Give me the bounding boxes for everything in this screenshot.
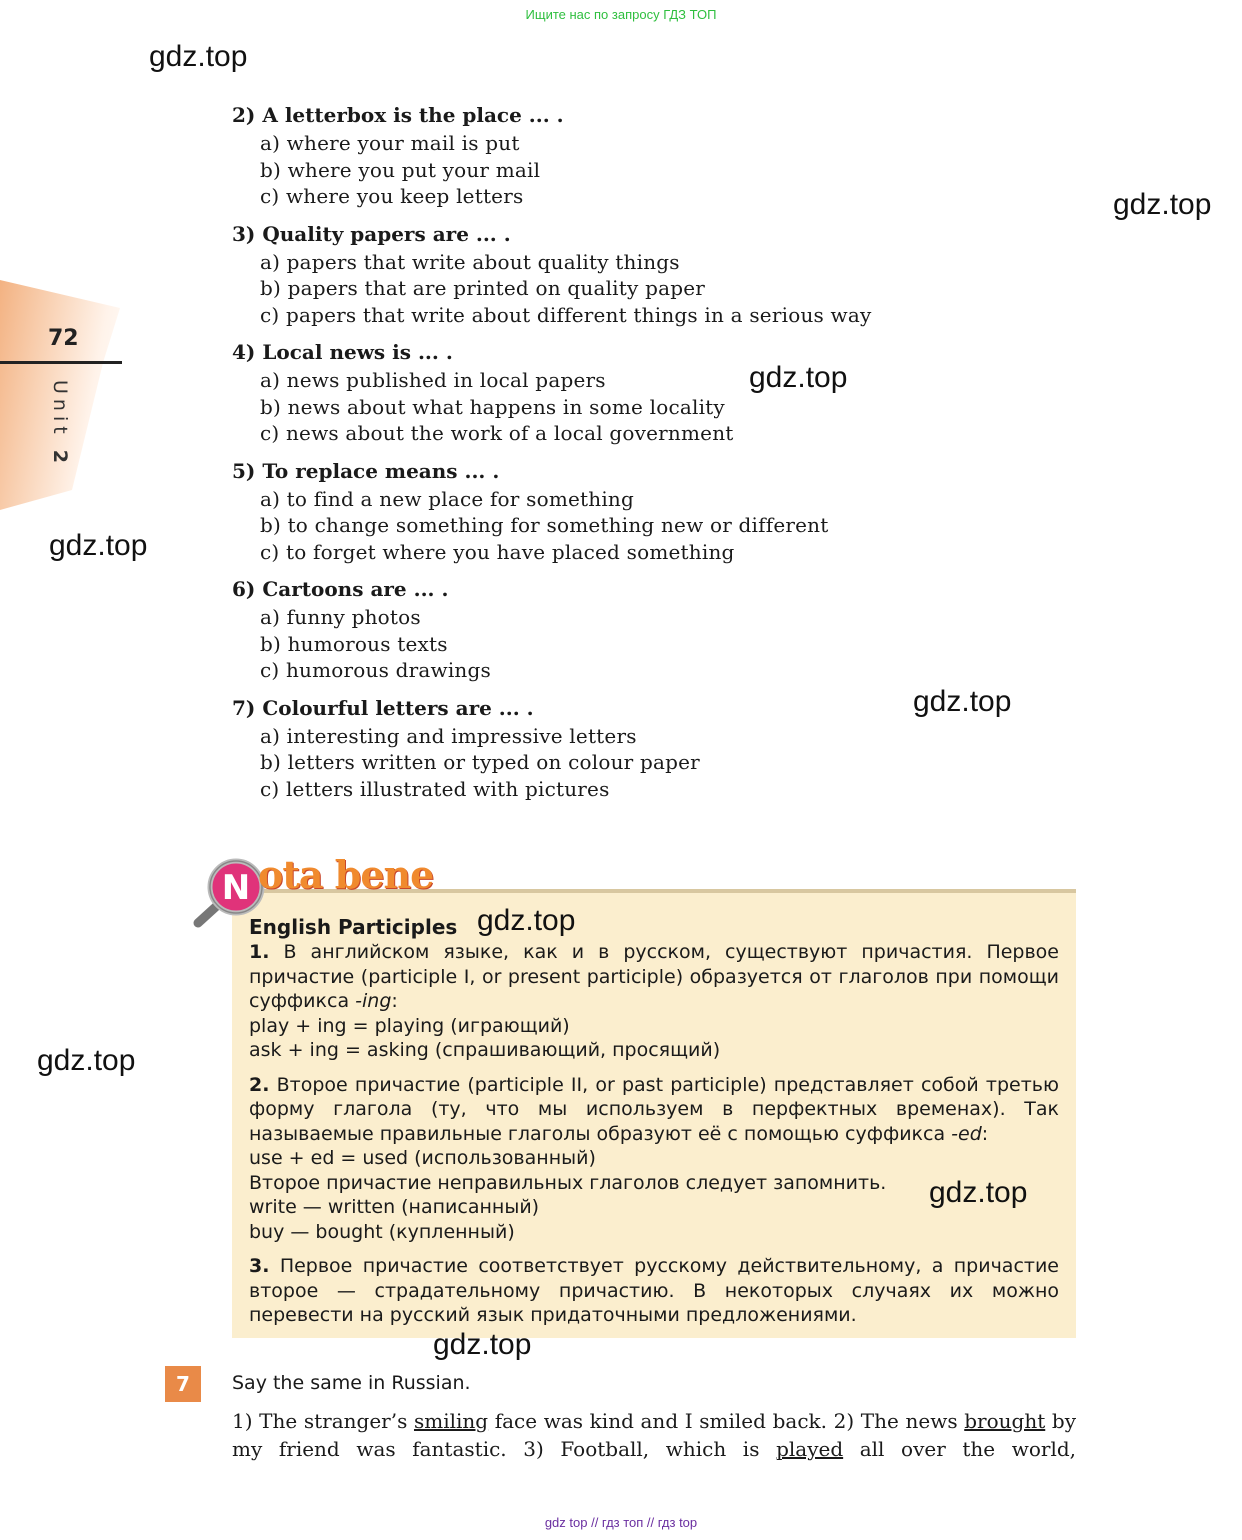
- watermark: gdz.top: [49, 529, 148, 562]
- rule-text: В английском языке, как и в русском, существуют причастия. Первое причастие (participle I, or present participle) образуется от глаголов при помощи суффикса: [249, 941, 1059, 1012]
- example-line: write — written (написанный): [249, 1196, 540, 1218]
- question-option: c) humorous drawings: [260, 658, 491, 682]
- question: [232, 693, 932, 803]
- example-line: ask + ing = asking (спрашивающий, просящий): [249, 1039, 721, 1061]
- question-title: 7) Colourful letters are ... .: [232, 695, 534, 720]
- watermark: gdz.top: [149, 40, 248, 73]
- question-option: b) where you put your mail: [260, 157, 541, 182]
- watermark: gdz.top: [433, 1328, 532, 1361]
- unit-number: 2: [49, 449, 71, 468]
- unit-word: Unit: [49, 380, 71, 439]
- punct: :: [391, 990, 398, 1012]
- question-title: 3) Quality papers are ... .: [232, 221, 511, 246]
- question-option: a) interesting and impressive letters: [260, 723, 637, 748]
- question-option: a) news published in local papers: [260, 368, 606, 392]
- rule-number: 3.: [249, 1255, 270, 1277]
- nota-bene-heading: English Participles: [249, 915, 458, 939]
- exercise-instruction: Say the same in Russian.: [232, 1372, 471, 1394]
- example-line: play + ing = playing (играющий): [249, 1014, 570, 1037]
- watermark: gdz.top: [1113, 188, 1212, 221]
- question: [232, 337, 932, 447]
- underlined-word: smiling: [413, 1409, 489, 1433]
- page-divider: [0, 361, 122, 364]
- question-option: c) news about the work of a local government: [260, 421, 734, 445]
- watermark: gdz.top: [477, 904, 576, 937]
- punct: :: [981, 1122, 989, 1145]
- rule-number: 1.: [249, 941, 270, 963]
- question-option: b) news about what happens in some locality: [260, 394, 725, 419]
- question-option: b) letters written or typed on colour paper: [260, 750, 700, 774]
- text-run: all over the world,: [843, 1437, 1076, 1461]
- question: [232, 456, 932, 566]
- question-option: c) where you keep letters: [260, 184, 524, 208]
- underlined-word: brought: [964, 1409, 1046, 1433]
- footer-links[interactable]: gdz top // гдз топ // гдз top: [544, 1515, 698, 1530]
- suffix: -ed: [951, 1122, 982, 1145]
- rule-text: Второе причастие неправильных глаголов следует запомнить.: [249, 1171, 887, 1194]
- watermark: gdz.top: [929, 1176, 1028, 1209]
- question-title: 6) Cartoons are ... .: [232, 577, 449, 601]
- rule-number: 2.: [249, 1073, 270, 1096]
- search-banner: Ищите нас по запросу ГДЗ ТОП: [525, 7, 717, 22]
- watermark: gdz.top: [749, 361, 848, 394]
- question: [232, 219, 932, 329]
- question: [232, 574, 932, 684]
- nota-bene-content: [249, 914, 1059, 1328]
- exercise-number-badge: 7: [165, 1366, 201, 1402]
- underlined-word: played: [776, 1437, 844, 1461]
- question-option: b) to change something for something new or different: [260, 513, 829, 537]
- rule-text: Второе причастие (participle II, or past participle) представляет собой третью форму глагола (ту, что мы используем в перфектных временах). Так называемые правильные глаголы образуют её с помощью суффикса: [249, 1073, 1059, 1145]
- question-option: c) to forget where you have placed something: [260, 539, 735, 564]
- rule-text: Первое причастие соответствует русскому действительному, а причастие второе — страдательному причастию. В некоторых случаях их можно перевести на русский язык придаточными предложениями.: [249, 1255, 1059, 1326]
- rule-paragraph: [249, 1073, 1059, 1147]
- question: [232, 100, 932, 210]
- question-option: c) letters illustrated with pictures: [260, 776, 610, 801]
- unit-label: [41, 380, 71, 468]
- text-run: by my friend was fantastic. 3) Football, which is: [232, 1409, 1076, 1461]
- suffix: -ing: [355, 990, 392, 1012]
- question-option: a) to find a new place for something: [260, 486, 635, 511]
- exercise-text: [232, 1407, 1076, 1463]
- page-number: 72: [48, 326, 79, 351]
- example-line: use + ed = used (использованный): [249, 1147, 596, 1169]
- nota-bene-logo-text: ota bene: [258, 852, 434, 897]
- question-option: a) papers that write about quality things: [260, 249, 680, 274]
- question-option: b) humorous texts: [260, 631, 448, 656]
- question-list: [232, 100, 932, 811]
- rule-paragraph: [249, 940, 1059, 1014]
- question-title: 5) To replace means ... .: [232, 458, 500, 483]
- question-option: a) funny photos: [260, 605, 421, 629]
- question-title: 4) Local news is ... .: [232, 340, 453, 364]
- example-line: buy — bought (купленный): [249, 1220, 515, 1243]
- question-option: c) papers that write about different things in a serious way: [260, 302, 872, 327]
- logo-letter: N: [221, 868, 251, 908]
- text-run: face was kind and I smiled back. 2) The news: [488, 1409, 965, 1433]
- question-option: b) papers that are printed on quality paper: [260, 276, 705, 300]
- text-run: 1) The stranger’s: [232, 1409, 414, 1433]
- question-title: 2) A letterbox is the place ... .: [232, 103, 564, 127]
- watermark: gdz.top: [913, 685, 1012, 718]
- question-option: a) where your mail is put: [260, 131, 520, 155]
- rule-paragraph: [249, 1254, 1059, 1328]
- watermark: gdz.top: [37, 1044, 136, 1077]
